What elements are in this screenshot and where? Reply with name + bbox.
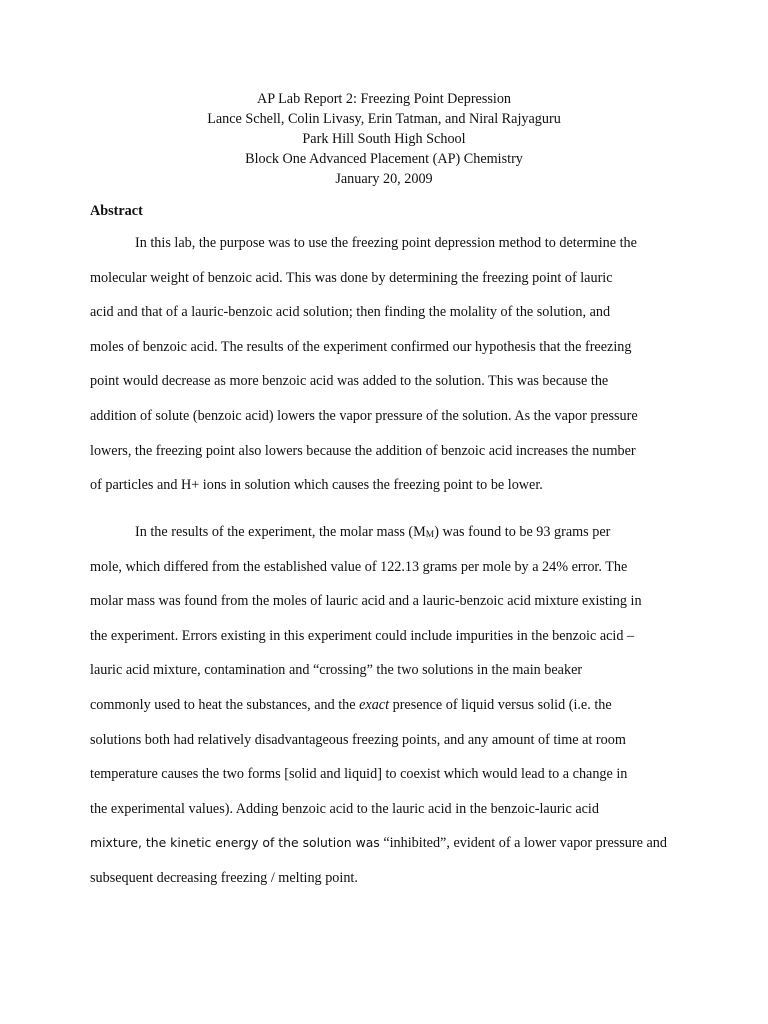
- paragraph-line: solutions both had relatively disadvantageous freezing points, and any amount of time at room: [90, 731, 626, 748]
- paragraph-line: addition of solute (benzoic acid) lowers the vapor pressure of the solution. As the vapor pressure: [90, 407, 638, 424]
- line-text: “inhibited”, evident of a lower vapor pressure and: [379, 835, 667, 852]
- paragraph-line: mole, which differed from the established value of 122.13 grams per mole by a 24% error. The: [90, 558, 628, 575]
- report-authors: Lance Schell, Colin Livasy, Erin Tatman, and Niral Rajyaguru: [207, 111, 561, 127]
- line-text-sans: mixture, the kinetic energy of the solution was: [90, 835, 380, 851]
- paragraph-line: acid and that of a lauric-benzoic acid solution; then finding the molality of the solution, and: [90, 304, 611, 321]
- paragraph-line: the experiment. Errors existing in this experiment could include impurities in the benzoic acid –: [90, 627, 635, 644]
- molar-mass-subscript: M: [425, 530, 435, 540]
- paragraph-line: of particles and H+ ions in solution which causes the freezing point to be lower.: [90, 477, 543, 494]
- line-text: presence of liquid versus solid (i.e. the: [389, 696, 612, 713]
- paragraph-line: lowers, the freezing point also lowers because the addition of benzoic acid increases the number: [90, 442, 636, 459]
- line-text: In the results of the experiment, the molar mass (M: [135, 524, 426, 540]
- paragraph-line: point would decrease as more benzoic acid was added to the solution. This was because the: [90, 373, 609, 390]
- paragraph-line: [90, 515, 678, 550]
- report-title: AP Lab Report 2: Freezing Point Depression: [256, 91, 512, 107]
- paragraph-line: In this lab, the purpose was to use the freezing point depression method to determine the: [135, 235, 637, 251]
- paragraph-line: moles of benzoic acid. The results of the experiment confirmed our hypothesis that the freezing: [90, 338, 632, 355]
- paragraph-line: molecular weight of benzoic acid. This was done by determining the freezing point of lauric: [90, 269, 613, 286]
- report-header: [0, 89, 768, 189]
- abstract-heading: Abstract: [90, 203, 143, 219]
- line-text: commonly used to heat the substances, and the: [90, 696, 360, 713]
- line-text: ) was found to be 93 grams per: [434, 524, 611, 540]
- paragraph-line: [90, 688, 678, 723]
- paragraph-line: molar mass was found from the moles of lauric acid and a lauric-benzoic acid mixture existing in: [90, 593, 642, 610]
- abstract-paragraph-1: [90, 226, 678, 503]
- abstract-paragraph-2: [90, 515, 678, 896]
- paragraph-line: the experimental values). Adding benzoic acid to the lauric acid in the benzoic-lauric acid: [90, 800, 599, 817]
- report-date: January 20, 2009: [335, 171, 433, 187]
- paragraph-line: lauric acid mixture, contamination and “crossing” the two solutions in the main beaker: [90, 662, 583, 679]
- paragraph-line: [90, 826, 678, 861]
- report-course: Block One Advanced Placement (AP) Chemistry: [245, 151, 523, 167]
- paragraph-line: subsequent decreasing freezing / melting point.: [90, 869, 358, 886]
- emphasis-text: exact: [359, 696, 390, 713]
- report-school: Park Hill South High School: [302, 131, 466, 147]
- paragraph-line: temperature causes the two forms [solid and liquid] to coexist which would lead to a change in: [90, 766, 628, 783]
